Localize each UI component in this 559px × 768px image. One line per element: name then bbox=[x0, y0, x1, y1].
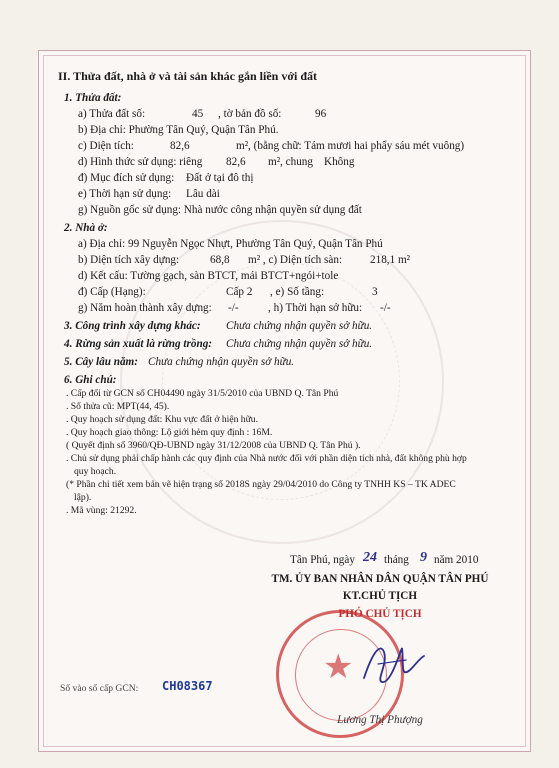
house-build-area-value: 68,8 bbox=[210, 254, 230, 266]
land-plot-number: 45 bbox=[192, 108, 204, 120]
house-grade-value: Cấp 2 bbox=[226, 286, 253, 298]
land-purpose-label: đ) Mục đích sử dụng: bbox=[78, 172, 175, 184]
date-day: 24 bbox=[363, 550, 377, 565]
house-floor-area-value: 218,1 m² bbox=[370, 254, 411, 266]
forest-text: Chưa chứng nhận quyền sở hữu. bbox=[226, 338, 373, 350]
house-term-value: -/- bbox=[380, 302, 391, 314]
land-area-label: c) Diện tích: bbox=[78, 140, 134, 152]
land-term-value: Lâu dài bbox=[186, 188, 220, 200]
land-purpose-value: Đất ở tại đô thị bbox=[186, 172, 254, 184]
land-map-label: , tờ bản đồ số: bbox=[218, 108, 282, 120]
handwritten-signature bbox=[358, 634, 428, 694]
note-line: (* Phần chi tiết xem bản vẽ hiện trạng số 2018S ngày 29/04/2010 do Công ty TNHH KS – TK ADEC bbox=[66, 479, 456, 490]
land-term-label: e) Thời hạn sử dụng: bbox=[78, 188, 172, 200]
land-heading: 1. Thửa đất: bbox=[64, 92, 122, 104]
house-build-area-label: b) Diện tích xây dựng: bbox=[78, 254, 180, 266]
signer-name: Lương Thị Phượng bbox=[337, 714, 423, 726]
land-shared-label: m², chung bbox=[268, 156, 313, 168]
notes-heading: 6. Ghi chú: bbox=[64, 374, 117, 386]
house-heading: 2. Nhà ở: bbox=[64, 222, 108, 234]
house-year-value: -/- bbox=[228, 302, 239, 314]
date-month: 9 bbox=[420, 550, 427, 565]
house-floor-area-label: m² , c) Diện tích sàn: bbox=[248, 254, 343, 266]
note-line: . Quy hoạch giao thông: Lộ giới hẻm quy định : 16M. bbox=[66, 427, 273, 438]
land-private-area: 82,6 bbox=[226, 156, 246, 168]
land-shared-value: Không bbox=[324, 156, 355, 168]
land-origin: g) Nguồn gốc sử dụng: Nhà nước công nhận quyền sử dụng đất bbox=[78, 204, 362, 216]
house-address: a) Địa chỉ: 99 Nguyễn Ngọc Nhựt, Phường Tân Quý, Quận Tân Phú bbox=[78, 238, 383, 250]
issuing-authority: TM. ỦY BAN NHÂN DÂN QUẬN TÂN PHÚ bbox=[271, 573, 489, 585]
section-title: II. Thửa đất, nhà ở và tài sản khác gắn liền với đất bbox=[58, 69, 318, 83]
note-line: . Cấp đổi từ GCN số CH04490 ngày 31/5/2010 của UBND Q. Tân Phú bbox=[66, 388, 339, 399]
date-year: năm 2010 bbox=[434, 554, 479, 566]
trees-text: Chưa chứng nhận quyền sở hữu. bbox=[148, 356, 295, 368]
forest-heading: 4. Rừng sản xuất là rừng trồng: bbox=[64, 338, 213, 350]
land-address: b) Địa chỉ: Phường Tân Quý, Quận Tân Phú. bbox=[78, 124, 279, 136]
land-map-number: 96 bbox=[315, 108, 327, 120]
note-line: lập). bbox=[74, 492, 92, 503]
note-line: . Mã vùng: 21292. bbox=[66, 505, 137, 516]
land-area-unit: m², (bằng chữ: Tám mươi hai phẩy sáu mét vuông) bbox=[236, 140, 465, 152]
note-line: . Quy hoạch sử dụng đất: Khu vực đất ở hiện hữu. bbox=[66, 414, 258, 425]
works-text: Chưa chứng nhận quyền sở hữu. bbox=[226, 320, 373, 332]
signer-title: PHÓ CHỦ TỊCH bbox=[338, 608, 422, 620]
watermark-emblem bbox=[120, 220, 444, 544]
registry-label: Số vào sổ cấp GCN: bbox=[60, 683, 139, 694]
house-structure: d) Kết cấu: Tường gạch, sàn BTCT, mái BTCT+ngói+tole bbox=[78, 270, 339, 282]
note-line: . Số thửa cũ: MPT(44, 45). bbox=[66, 401, 170, 412]
house-term-label: , h) Thời hạn sở hữu: bbox=[268, 302, 363, 314]
house-floors-label: , e) Số tầng: bbox=[270, 286, 325, 298]
house-year-label: g) Năm hoàn thành xây dựng: bbox=[78, 302, 212, 314]
land-a-label: a) Thửa đất số: bbox=[78, 108, 146, 120]
place-date-prefix: Tân Phú, ngày bbox=[290, 554, 355, 566]
house-grade-label: đ) Cấp (Hạng): bbox=[78, 286, 146, 298]
house-floors-value: 3 bbox=[372, 286, 378, 298]
seal-star-icon: ★ bbox=[323, 649, 354, 686]
signer-role: KT.CHỦ TỊCH bbox=[342, 590, 418, 602]
trees-heading: 5. Cây lâu năm: bbox=[64, 356, 138, 368]
land-area-value: 82,6 bbox=[170, 140, 190, 152]
note-line: . Chủ sử dụng phải chấp hành các quy định của Nhà nước đối với phần diện tích nhà, đất không phù hợp bbox=[66, 453, 467, 464]
registry-number: CH08367 bbox=[162, 679, 213, 693]
date-month-label: tháng bbox=[384, 554, 409, 566]
note-line: ( Quyết định số 3960/QĐ-UBND ngày 31/12/2008 của UBND Q. Tân Phú ). bbox=[66, 440, 361, 451]
note-line: quy hoạch. bbox=[74, 466, 117, 477]
land-use-form-label: d) Hình thức sử dụng: riêng bbox=[78, 156, 203, 168]
works-heading: 3. Công trình xây dựng khác: bbox=[64, 320, 201, 332]
